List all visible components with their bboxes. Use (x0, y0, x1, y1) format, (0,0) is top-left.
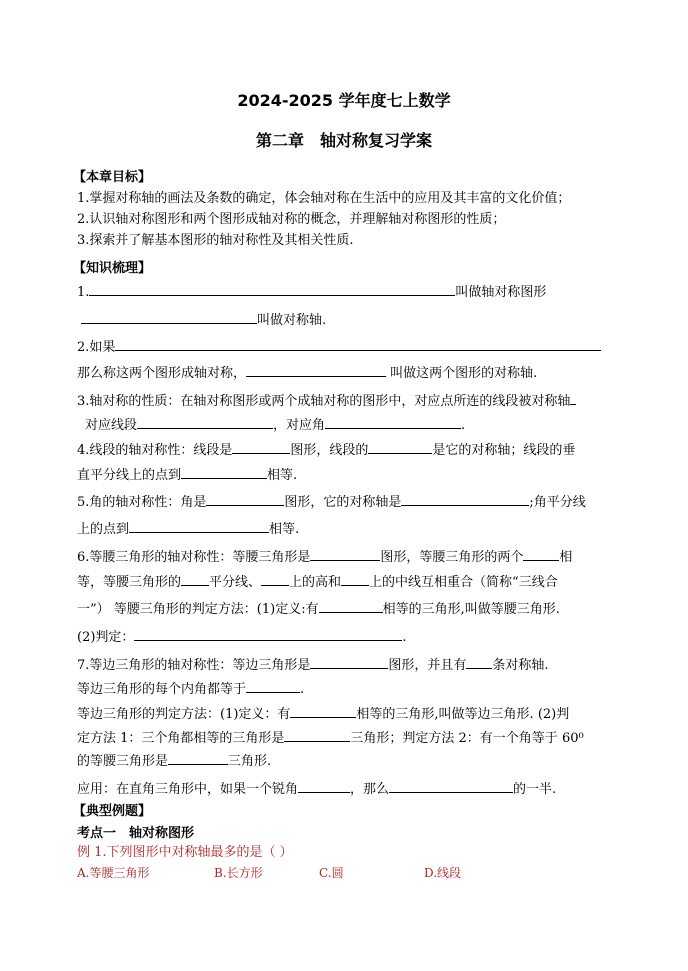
knowledge-line-6a: 6.等腰三角形的轴对称性：等腰三角形是 图形，等腰三角形的两个 相 (77, 546, 617, 567)
fill-blank[interactable] (389, 778, 513, 793)
knowledge-line-1a: 1. 叫做轴对称图形 (77, 281, 617, 302)
fill-blank[interactable] (181, 571, 209, 586)
fill-blank[interactable] (401, 491, 529, 506)
option-a[interactable]: A.等腰三角形 (77, 866, 150, 880)
knowledge-line-6d: (2)判定： . (77, 626, 617, 647)
goal-item: 3.探索并了解基本图形的轴对称性及其相关性质. (77, 233, 354, 248)
fill-blank[interactable] (341, 571, 369, 586)
knowledge-line-1b: 叫做对称轴. (77, 309, 617, 330)
goal-item: 2.认识轴对称图形和两个图形成轴对称的概念，并理解轴对称图形的性质； (77, 212, 506, 227)
fill-blank[interactable] (290, 703, 356, 718)
knowledge-line-6c: 一”） 等腰三角形的判定方法：(1)定义:有 相等的三角形,叫做等腰三角形. (77, 598, 617, 619)
fill-blank[interactable] (368, 439, 432, 454)
fill-blank[interactable] (232, 439, 290, 454)
knowledge-line-2a: 2.如果 (77, 336, 617, 357)
fill-blank[interactable] (206, 491, 284, 506)
knowledge-heading: 【知识梳理】 (73, 261, 152, 276)
goal-item: 1.掌握对称轴的画法及条数的确定，体会轴对称在生活中的应用及其丰富的文化价值； (77, 191, 571, 206)
fill-blank[interactable] (115, 336, 601, 351)
knowledge-line-2b: 那么称这两个图形成轴对称， 叫做这两个图形的对称轴. (77, 362, 617, 383)
knowledge-application: 应用：在直角三角形中，如果一个锐角 ，那么 的一半. (77, 778, 617, 799)
examples-heading: 【典型例题】 (73, 804, 152, 819)
knowledge-line-4a: 4.线段的轴对称性：线段是 图形，线段的 是它的对称轴；线段的垂 (77, 439, 617, 460)
knowledge-line-7b: 等边三角形的每个内角都等于 . (77, 678, 617, 699)
chapter-title: 第二章 轴对称复习学案 (255, 131, 432, 150)
goals-heading: 【本章目标】 (73, 170, 152, 185)
knowledge-line-3a: 3.轴对称的性质：在轴对称图形或两个成轴对称的图形中，对应点所连的线段被对称轴 (77, 390, 617, 411)
fill-blank[interactable] (466, 654, 492, 669)
example-question: 例 1.下列图形中对称轴最多的是（ ） (77, 845, 293, 860)
fill-blank[interactable] (246, 678, 300, 693)
fill-blank[interactable] (570, 390, 576, 405)
fill-blank[interactable] (298, 778, 350, 793)
knowledge-line-5b: 上的点到 相等. (77, 518, 617, 539)
page-title: 2024-2025 学年度七上数学 (237, 91, 451, 110)
knowledge-line-7e: 的等腰三角形是 三角形. (77, 750, 617, 771)
fill-blank[interactable] (319, 598, 383, 613)
fill-blank[interactable] (246, 362, 386, 377)
example-options (77, 864, 617, 882)
fill-blank[interactable] (310, 654, 388, 669)
option-d[interactable]: D.线段 (424, 866, 462, 880)
fill-blank[interactable] (134, 626, 402, 641)
option-c[interactable]: C.圆 (319, 866, 344, 880)
fill-blank[interactable] (523, 546, 559, 561)
knowledge-line-5a: 5.角的轴对称性：角是 图形，它的对称轴是 ;角平分线 (77, 491, 617, 512)
fill-blank[interactable] (325, 414, 461, 429)
fill-blank[interactable] (89, 281, 455, 296)
fill-blank[interactable] (181, 464, 267, 479)
knowledge-line-7a: 7.等边三角形的轴对称性：等边三角形是 图形，并且有 条对称轴. (77, 654, 617, 675)
fill-blank[interactable] (310, 546, 380, 561)
knowledge-line-6b: 等，等腰三角形的 平分线、 上的高和 上的中线互相重合（简称“三线合 (77, 571, 617, 592)
knowledge-line-3b: 对应线段 ，对应角 . (77, 414, 617, 435)
knowledge-line-7d: 定方法 1：三个角都相等的三角形是 三角形；判定方法 2：有一个角等于 60⁰ (77, 727, 617, 748)
knowledge-line-7c: 等边三角形的判定方法：(1)定义：有 相等的三角形,叫做等边三角形. (2)判 (77, 703, 617, 724)
fill-blank[interactable] (81, 309, 257, 324)
fill-blank[interactable] (129, 518, 269, 533)
knowledge-line-4b: 直平分线上的点到 相等. (77, 464, 617, 485)
option-b[interactable]: B.长方形 (214, 866, 263, 880)
fill-blank[interactable] (284, 727, 350, 742)
fill-blank[interactable] (168, 750, 228, 765)
fill-blank[interactable] (137, 414, 273, 429)
fill-blank[interactable] (261, 571, 289, 586)
exam-point-heading: 考点一 轴对称图形 (77, 826, 195, 841)
